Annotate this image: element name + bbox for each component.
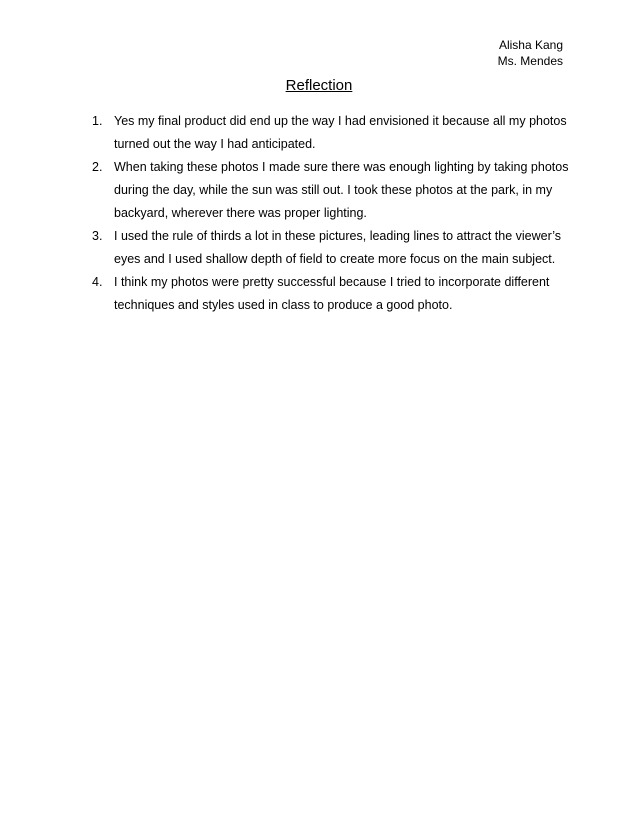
list-item-number: 4. bbox=[92, 275, 103, 289]
reflection-list bbox=[92, 110, 572, 317]
list-item bbox=[92, 225, 572, 271]
header-block bbox=[498, 37, 563, 69]
teacher-name: Ms. Mendes bbox=[497, 54, 563, 68]
list-item-text: Yes my final product did end up the way I had envisioned it because all my photos turned out the way I had anticipated. bbox=[114, 114, 567, 151]
list-item bbox=[92, 156, 572, 225]
list-item-text: I think my photos were pretty successful because I tried to incorporate different techniques and styles used in class to produce a good photo. bbox=[114, 275, 550, 312]
list-item-number: 1. bbox=[92, 114, 103, 128]
list-item-number: 2. bbox=[92, 160, 103, 174]
list-item bbox=[92, 110, 572, 156]
list-item-text: I used the rule of thirds a lot in these pictures, leading lines to attract the viewer’s eyes and I used shallow depth of field to create more focus on the main subject. bbox=[114, 229, 562, 266]
document-title: Reflection bbox=[285, 77, 353, 94]
student-name: Alisha Kang bbox=[498, 38, 563, 52]
list-item bbox=[92, 271, 572, 317]
list-item-number: 3. bbox=[92, 229, 103, 243]
list-item-text: When taking these photos I made sure there was enough lighting by taking photos during the day, while the sun was still out. I took these photos at the park, in my backyard, wherever there was proper lighting. bbox=[114, 160, 569, 220]
